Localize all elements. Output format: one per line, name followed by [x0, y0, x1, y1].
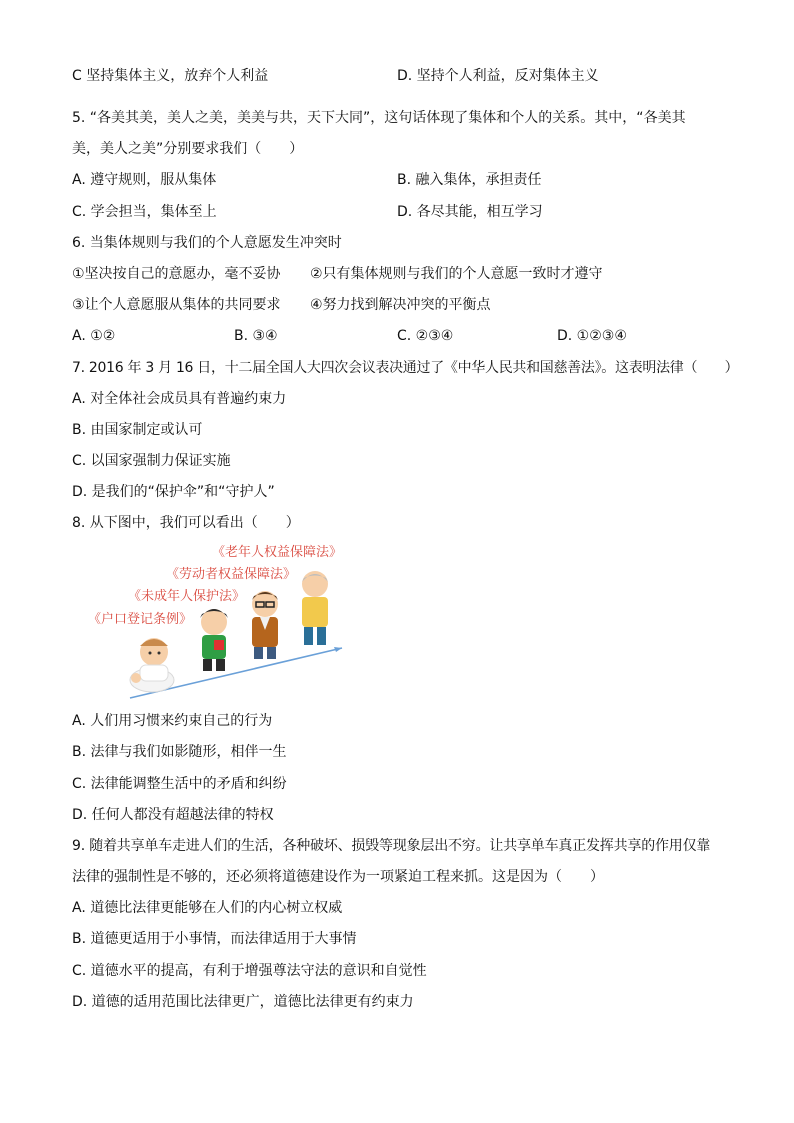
law-label-1: 《户口登记条例》	[88, 612, 193, 627]
q7-option-b: B. 由国家制定或认可	[72, 422, 203, 438]
elderly-man-icon	[302, 571, 328, 645]
law-label-2: 《未成年人保护法》	[128, 589, 246, 604]
q7-stem: 7. 2016 年 3 月 16 日，十二届全国人大四次会议表决通过了《中华人民共和国慈善法》。这表明法律（ ）	[72, 360, 739, 376]
q5-option-c: C. 学会担当，集体至上	[72, 204, 217, 220]
q5-stem-line1: 5. “各美其美，美人之美，美美与共，天下大同”，这句话体现了集体和个人的关系。其中，“各美其	[72, 110, 686, 126]
q5-stem-line2: 美，美人之美”分别要求我们（ ）	[72, 141, 304, 157]
q6-statement-4: ④努力找到解决冲突的平衡点	[310, 297, 491, 313]
q4-option-d: D. 坚持个人利益，反对集体主义	[397, 68, 599, 84]
q6-option-b: B. ③④	[234, 328, 278, 344]
adult-man-icon	[252, 591, 278, 659]
q9-option-b: B. 道德更适用于小事情，而法律适用于大事情	[72, 931, 357, 947]
q8-figure	[80, 540, 350, 705]
q5-option-d: D. 各尽其能，相互学习	[397, 204, 543, 220]
q6-statement-3: ③让个人意愿服从集体的共同要求	[72, 297, 281, 313]
q9-option-a: A. 道德比法律更能够在人们的内心树立权威	[72, 900, 343, 916]
q9-stem-line2: 法律的强制性是不够的，还必须将道德建设作为一项紧迫工程来抓。这是因为（ ）	[72, 869, 604, 885]
q6-option-a: A. ①②	[72, 328, 116, 344]
law-label-3: 《劳动者权益保障法》	[166, 567, 297, 582]
q6-option-d: D. ①②③④	[557, 328, 627, 344]
q9-stem-line1: 9. 随着共享单车走进人们的生活，各种破坏、损毁等现象层出不穷。让共享单车真正发挥共享的作用仅靠	[72, 838, 711, 854]
q6-statement-2: ②只有集体规则与我们的个人意愿一致时才遵守	[310, 266, 603, 282]
law-label-4: 《老年人权益保障法》	[212, 545, 343, 560]
q6-statement-1: ①坚决按自己的意愿办，毫不妥协	[72, 266, 281, 282]
q6-option-c: C. ②③④	[397, 328, 454, 344]
baby-icon	[130, 638, 174, 692]
q7-option-a: A. 对全体社会成员具有普遍约束力	[72, 391, 287, 407]
q5-option-a: A. 遵守规则，服从集体	[72, 172, 217, 188]
q4-option-c: C 坚持集体主义，放弃个人利益	[72, 68, 269, 84]
q8-stem: 8. 从下图中，我们可以看出（ ）	[72, 515, 300, 531]
q8-option-b: B. 法律与我们如影随形，相伴一生	[72, 744, 287, 760]
q8-option-c: C. 法律能调整生活中的矛盾和纠纷	[72, 776, 287, 792]
q7-option-d: D. 是我们的“保护伞”和“守护人”	[72, 484, 275, 500]
q6-stem: 6. 当集体规则与我们的个人意愿发生冲突时	[72, 235, 342, 251]
q9-option-c: C. 道德水平的提高，有利于增强尊法守法的意识和自觉性	[72, 963, 427, 979]
child-icon	[200, 609, 228, 671]
q7-option-c: C. 以国家强制力保证实施	[72, 453, 231, 469]
q5-option-b: B. 融入集体，承担责任	[397, 172, 542, 188]
q8-option-d: D. 任何人都没有超越法律的特权	[72, 807, 274, 823]
q8-option-a: A. 人们用习惯来约束自己的行为	[72, 713, 273, 729]
q9-option-d: D. 道德的适用范围比法律更广，道德比法律更有约束力	[72, 994, 414, 1010]
